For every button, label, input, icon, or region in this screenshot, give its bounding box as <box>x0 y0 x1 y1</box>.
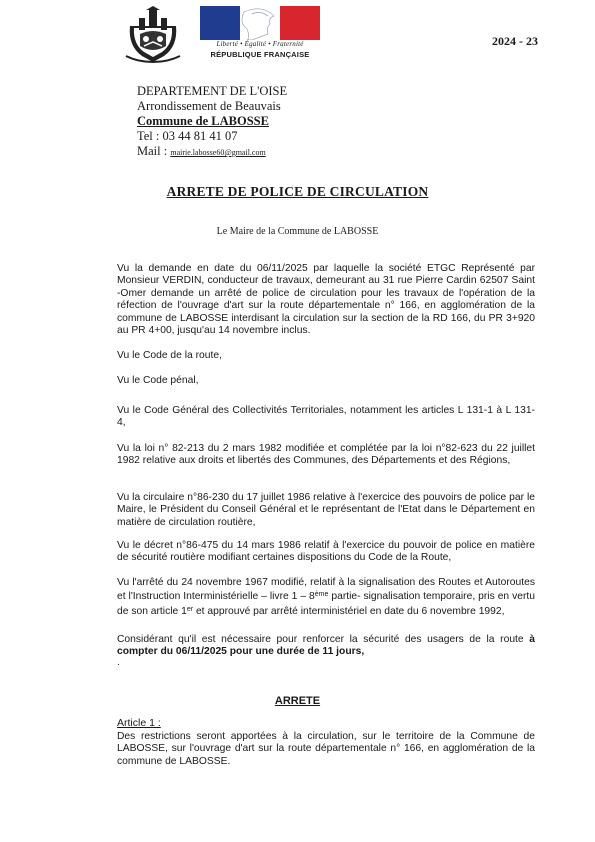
paragraph-code-penal: Vu le Code pénal, <box>117 375 199 386</box>
arrondissement-line: Arrondissement de Beauvais <box>137 99 281 113</box>
paragraph-considerant <box>117 634 535 659</box>
considerant-dates: à compter du 06/11/2025 pour une durée de 11 jours, <box>117 634 535 658</box>
phone-line: Tel : 03 44 81 41 07 <box>137 129 238 143</box>
article1-title: Article 1 : <box>117 717 161 729</box>
paragraph-code-route: Vu le Code de la route, <box>117 350 222 361</box>
arrete-1967-sup-eme: ème <box>314 591 329 599</box>
paragraph-loi-1982: Vu la loi n° 82-213 du 2 mars 1982 modifiée et complétée par la loi n°82-623 du 22 juillet 1982 relative aux droits et libertés des Communes, des Départements et des Régions, <box>117 443 535 467</box>
mail-link[interactable]: mairie.labosse60@gmail.com <box>170 148 266 157</box>
paragraph-arrete-1967 <box>117 577 535 618</box>
document-title: ARRETE DE POLICE DE CIRCULATION <box>166 184 429 199</box>
arrete-1967-sup-er: er <box>186 605 194 613</box>
arrete-1967-text-a: Vu l'arrêté du 24 novembre 1967 modifié, relatif à la signalisation des Routes et Autoroutes et l'Instruction Interministérielle – livre 1 – 8 <box>117 577 535 603</box>
paragraph-request: Vu la demande en date du 06/11/2025 par laquelle la société ETGC Représenté par Monsieur VERDIN, conducteur de travaux, demeurant au 31 rue Pierre Cardin 62507 Saint -Omer demande un arrêté de police de circulation pour les travaux de l'opération de la réfection de l'ouvrage d'art sur la route départementale n° 166, en agglomération de la commune de LABOSSE interdisant la circulation sur la section de la RD 166, du PR 3+920 au PR 4+00, jusqu'au 14 novembre inclus. <box>117 263 535 337</box>
paragraph-decret: Vu le décret n°86-475 du 14 mars 1986 relatif à l'exercice du pouvoir de police en matière de sécurité routière modifiant certaines dispositions du Code de la Route, <box>117 540 535 564</box>
arrete-1967-text-c: et approuvé par arrêté interministériel en date du 6 novembre 1992, <box>193 605 505 617</box>
marianne-logo-icon <box>200 6 320 40</box>
arrete-1967-text-b: partie- signalisation temporaire, pris en vertu de son article 1 <box>117 591 535 617</box>
address-block <box>137 84 287 160</box>
article1-text: Des restrictions seront apportées à la circulation, sur le territoire de la Commune de LABOSSE, sur l'ouvrage d'art sur la route départementale n° 166, en agglomération de la commune de LABOSSE. <box>117 731 535 767</box>
mail-label: Mail : <box>137 144 168 158</box>
paragraph-circulaire: Vu la circulaire n°86-230 du 17 juillet 1986 relative à l'exercice des pouvoirs de police par le Maire, le Président du Conseil Général et le représentant de l'Etat dans le Département en matière de circulation routière, <box>117 492 535 528</box>
considerant-text: Considérant qu'il est nécessaire pour renforcer la sécurité des usagers de la route <box>117 634 530 645</box>
republic-motto: Liberté • Égalité • Fraternité <box>216 40 304 48</box>
paragraph-dot: . <box>117 657 120 668</box>
department-line: DEPARTEMENT DE L'OISE <box>137 84 288 98</box>
commune-coat-of-arms-icon <box>122 6 184 64</box>
arrete-heading: ARRETE <box>274 695 321 707</box>
commune-line: Commune de LABOSSE <box>137 114 269 128</box>
republic-name: RÉPUBLIQUE FRANÇAISE <box>210 50 310 59</box>
document-number: 2024 - 23 <box>492 34 538 48</box>
mayor-line: Le Maire de la Commune de LABOSSE <box>216 226 379 237</box>
paragraph-cgct: Vu le Code Général des Collectivités Territoriales, notamment les articles L 131-1 à L 131-4, <box>117 405 535 429</box>
mail-line <box>137 144 287 160</box>
